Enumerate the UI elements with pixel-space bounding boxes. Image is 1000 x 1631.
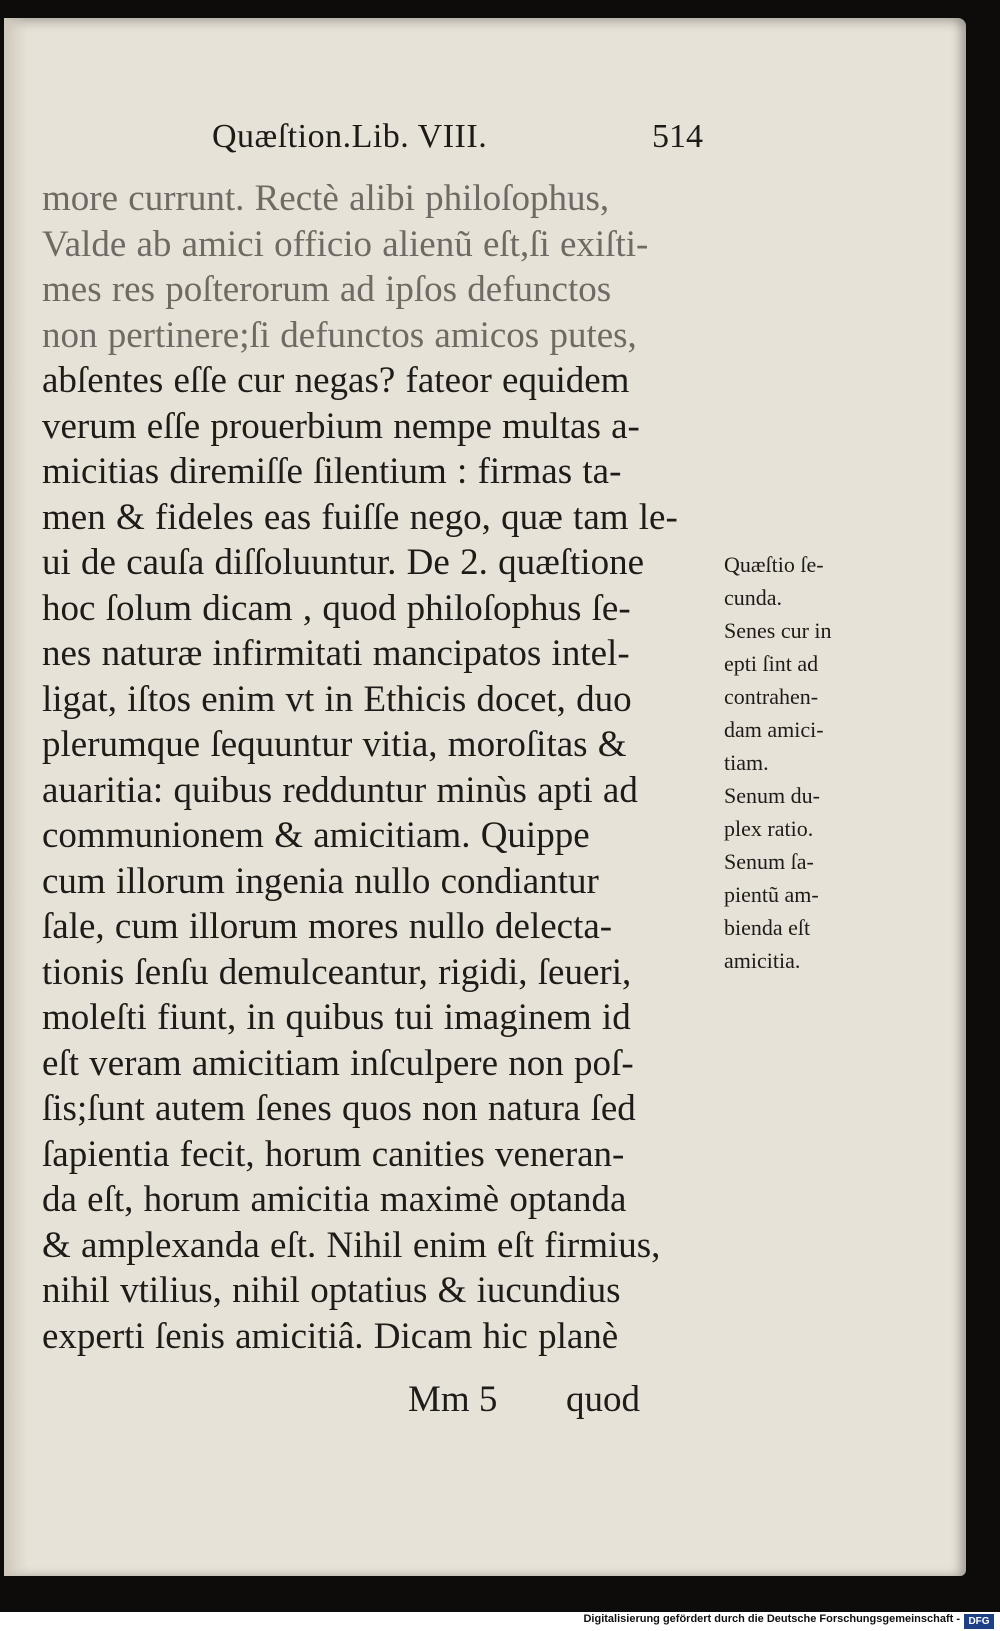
marginal-notes (724, 548, 874, 977)
text-line: nihil vtilius, nihil optatius & iucundius (42, 1270, 621, 1311)
text-line: micitias diremiſſe ſilentium : firmas ta- (42, 451, 622, 492)
margin-note-line: Senum ſa- (724, 849, 814, 874)
text-line: abſentes eſſe cur negas? fateor equidem (42, 360, 630, 401)
text-line: ſapientia fecit, horum canities veneran- (42, 1133, 625, 1175)
text-line: communionem & amicitiam. Quippe (42, 815, 590, 856)
catchword: quod (566, 1379, 640, 1420)
book-page (4, 18, 966, 1576)
margin-note-line: amicitia. (724, 948, 801, 973)
main-text-block (42, 176, 722, 1359)
text-line: & amplexanda eſt. Nihil enim eſt firmius, (42, 1224, 661, 1266)
text-line: men & fideles eas fuiſſe nego, quæ tam le- (42, 496, 678, 538)
text-line: experti ſenis amicitiâ. Dicam hic planè (42, 1315, 619, 1357)
signature-mark: Mm 5 (408, 1379, 498, 1420)
margin-note-line: pientũ am- (724, 882, 819, 907)
text-line: plerumque ſequuntur vitia, moroſitas & (42, 724, 627, 765)
margin-note-line: cunda. (724, 585, 783, 610)
margin-note-line: contrahen- (724, 684, 819, 709)
text-line: moleſti fiunt, in quibus tui imaginem id (42, 997, 631, 1038)
text-line: more currunt. Rectè alibi philoſophus, (42, 178, 610, 219)
text-line: cum illorum ingenia nullo condiantur (42, 860, 599, 902)
margin-note-line: dam amici- (724, 717, 824, 742)
margin-note-line: tiam. (724, 750, 769, 775)
text-line: Valde ab amici officio alienũ eſt,ſi exiſti- (42, 223, 649, 265)
text-line: non pertinere;ſi defunctos amicos putes, (42, 314, 637, 356)
text-line: verum eſſe prouerbium nempe multas a- (42, 405, 640, 447)
text-line: ui de cauſa diſſoluuntur. De 2. quæſtione (42, 542, 645, 583)
catchline (408, 1378, 640, 1421)
margin-note-line: Senum du- (724, 783, 820, 808)
page-gutter-shadow (4, 18, 28, 1576)
text-line: nes naturæ infirmitati mancipatos intel- (42, 633, 630, 674)
text-line: auaritia: quibus redduntur minùs apti ad (42, 769, 638, 811)
text-line: ſale, cum illorum mores nullo delecta- (42, 906, 613, 947)
digitization-credit: Digitalisierung gefördert durch die Deutsche Forschungsgemeinschaft - (583, 1613, 960, 1625)
text-line: mes res poſterorum ad ipſos defunctos (42, 269, 612, 310)
margin-note-line: Quæſtio ſe- (724, 552, 824, 577)
text-line: ligat, iſtos enim vt in Ethicis docet, duo (42, 678, 632, 720)
text-line: hoc ſolum dicam , quod philoſophus ſe- (42, 587, 631, 629)
margin-note-line: Senes cur in (724, 618, 832, 643)
margin-note-line: epti ſint ad (724, 651, 819, 676)
margin-note-line: plex ratio. (724, 816, 814, 841)
margin-note-line: bienda eſt (724, 915, 811, 940)
dfg-logo: DFG (964, 1614, 994, 1629)
text-line: eſt veram amicitiam inſculpere non poſ- (42, 1042, 634, 1084)
text-line: tionis ſenſu demulceantur, rigidi, ſeueri, (42, 951, 632, 993)
running-head: Quæſtion.Lib. VIII. (212, 118, 488, 155)
page-number: 514 (652, 118, 703, 155)
text-line: da eſt, horum amicitia maximè optanda (42, 1179, 627, 1220)
text-line: ſis;ſunt autem ſenes quos non natura ſed (42, 1088, 636, 1129)
